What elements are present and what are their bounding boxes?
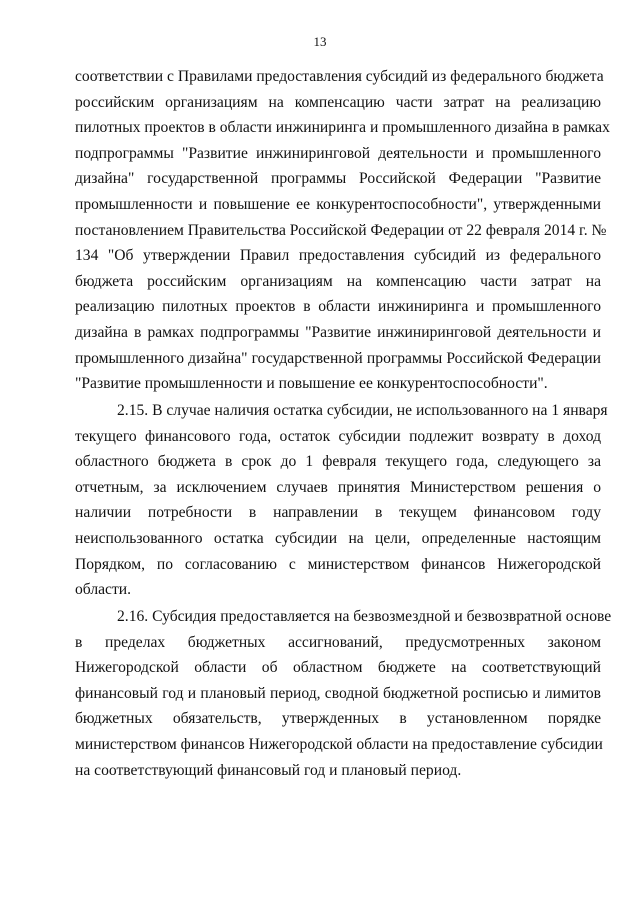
page-number: 13 [313,34,327,49]
text-line: российским организациям на компенсацию части затрат на реализацию [75,93,601,111]
text-line: отчетным, за исключением случаев принятия Министерством решения о [75,478,601,496]
paragraph-continuation [75,64,610,397]
text-line: 2.16. Субсидия предоставляется на безвозмездной и безвозвратной основе [117,608,612,625]
text-line: "Развитие промышленности и повышение ее конкурентоспособности". [75,375,548,393]
text-line: 2.15. В случае наличия остатка субсидии, не использованного на 1 января [117,402,608,419]
text-line: промышленности и повышение ее конкурентоспособности", утвержденными [75,195,601,213]
paragraph-2-15 [75,398,608,603]
text-line: соответствии с Правилами предоставления субсидий из федерального бюджета [75,68,604,85]
text-line: текущего финансового года, остаток субсидии подлежит возврату в доход [75,427,601,445]
text-line: 134 "Об утверждении Правил предоставления субсидий из федерального [75,247,601,265]
text-line: постановлением Правительства Российской Федерации от 22 февраля 2014 г. № [75,221,607,239]
text-line: подпрограммы "Развитие инжиниринговой деятельности и промышленного [75,144,601,162]
text-line: дизайна в рамках подпрограммы "Развитие инжиниринговой деятельности и [75,323,601,341]
text-line: дизайна" государственной программы Российской Федерации "Развитие [75,170,601,188]
text-line: неиспользованного остатка субсидии на цели, определенные настоящим [75,529,601,547]
text-line: пилотных проектов в области инжиниринга и промышленного дизайна в рамках [75,119,610,137]
text-line: министерством финансов Нижегородской области на предоставление субсидии [75,735,603,753]
text-line: реализацию пилотных проектов в области инжиниринга и промышленного [75,298,601,316]
text-line: Нижегородской области об областном бюджете на соответствующий [75,659,601,677]
paragraph-2-16 [75,604,612,783]
text-line: областного бюджета в срок до 1 февраля текущего года, следующего за [75,453,601,471]
text-line: в пределах бюджетных ассигнований, предусмотренных законом [75,633,601,651]
text-line: бюджетных обязательств, утвержденных в установленном порядке [75,710,601,728]
text-line: бюджета российским организациям на компенсацию части затрат на [75,272,601,290]
text-line: промышленного дизайна" государственной программы Российской Федерации [75,349,601,367]
text-line: финансовый год и плановый период, сводной бюджетной росписью и лимитов [75,684,601,702]
text-line: Порядком, по согласованию с министерством финансов Нижегородской [75,555,601,573]
text-line: области. [75,581,132,599]
text-line: на соответствующий финансовый год и плановый период. [75,761,462,779]
text-line: наличии потребности в направлении в текущем финансовом году [75,504,601,522]
